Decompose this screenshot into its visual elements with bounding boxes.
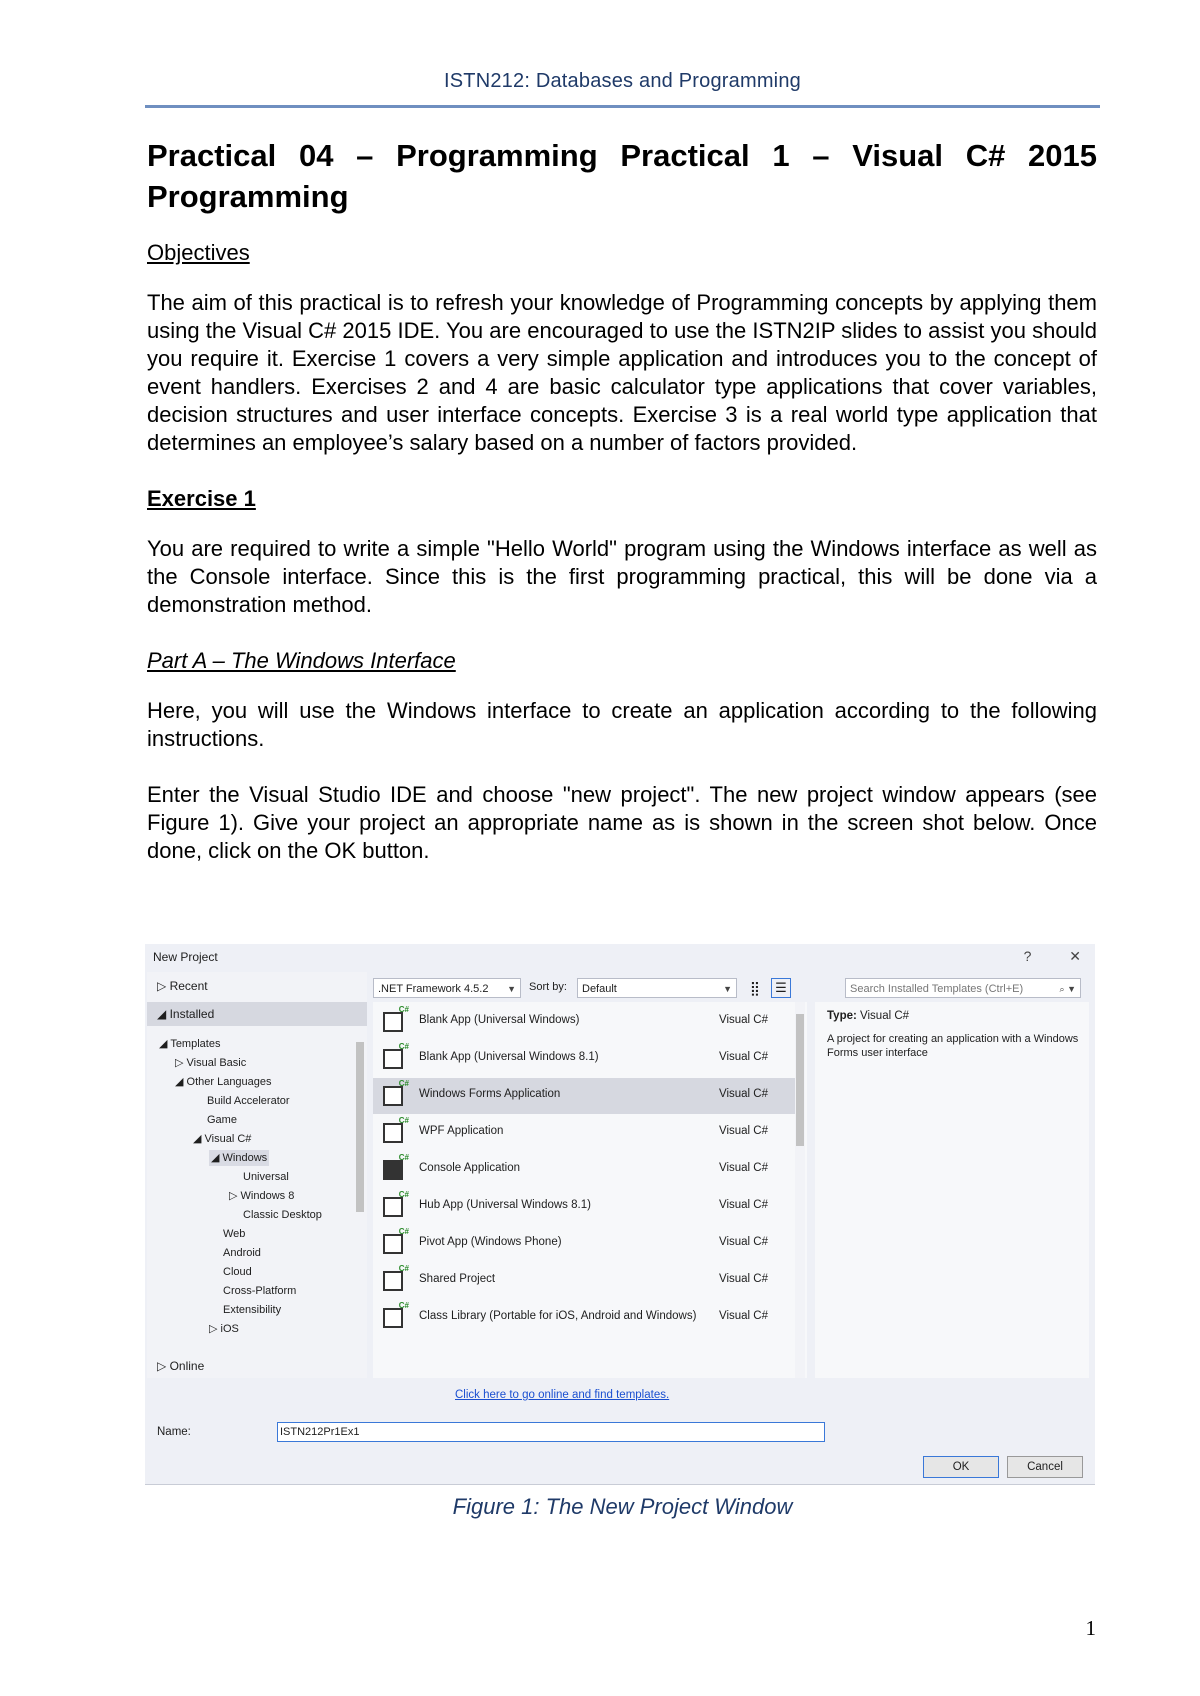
template-language: Visual C# (719, 1310, 769, 1322)
template-tree-panel (147, 972, 367, 1378)
tree-item[interactable]: ▷ Visual Basic (175, 1057, 247, 1069)
template-icon: C# (383, 1197, 403, 1217)
template-row[interactable] (373, 1152, 795, 1188)
tree-recent[interactable]: ▷ Recent (157, 979, 208, 993)
part-a-paragraph-1: Here, you will use the Windows interface to create an application according to the following instructions. (147, 698, 1097, 751)
objectives-paragraph: The aim of this practical is to refresh your knowledge of Programming concepts by applying them using the Visual C# 2015 IDE. You are encouraged to use the ISTN2IP slides to assist you should you require it. Exercise 1 covers a very simple application and introduces you to the concept of event handlers. Exercises 2 and 4 are basic calculator type applications that cover variables, decision structures and user interface concepts. Exercise 3 is a real world type application that determines an employee’s salary based on a number of factors provided. (147, 290, 1097, 455)
template-language: Visual C# (719, 1273, 769, 1285)
template-language: Visual C# (719, 1199, 769, 1211)
tree-item[interactable]: Classic Desktop (243, 1209, 322, 1221)
template-icon: C# (383, 1271, 403, 1291)
new-project-window-screenshot (145, 944, 1095, 1485)
template-icon: C# (383, 1012, 403, 1032)
search-placeholder: Search Installed Templates (Ctrl+E) (850, 983, 1024, 995)
tree-item[interactable]: ▷ iOS (209, 1323, 239, 1335)
tree-item[interactable]: Web (223, 1228, 246, 1240)
type-value: Visual C# (860, 1010, 910, 1022)
part-a-heading: Part A – The Windows Interface (147, 648, 456, 673)
search-input[interactable] (845, 978, 1081, 998)
tree-item[interactable]: Extensibility (223, 1304, 282, 1316)
template-row[interactable] (373, 1004, 795, 1040)
help-icon[interactable]: ? (1023, 948, 1032, 964)
template-name: Class Library (Portable for iOS, Android and Windows) (419, 1310, 697, 1322)
online-templates-link[interactable]: Click here to go online and find templates. (455, 1389, 670, 1401)
tree-item[interactable]: ◢ Visual C# (193, 1133, 252, 1145)
cancel-button[interactable]: Cancel (1007, 1456, 1083, 1478)
tree-item[interactable]: Universal (243, 1171, 289, 1183)
tree-item[interactable]: Cross-Platform (223, 1285, 297, 1297)
sort-value: Default (582, 983, 617, 995)
template-language: Visual C# (719, 1236, 769, 1248)
objectives-heading: Objectives (147, 240, 250, 265)
template-language: Visual C# (719, 1014, 769, 1026)
sort-label: Sort by: (529, 981, 567, 993)
template-row[interactable] (373, 1263, 795, 1299)
figure-caption: Figure 1: The New Project Window (452, 1494, 793, 1519)
template-name: Shared Project (419, 1273, 496, 1285)
header-rule (145, 105, 1100, 108)
template-icon: C# (383, 1049, 403, 1069)
chevron-down-icon: ▼ (723, 984, 732, 994)
template-icon: C# (383, 1308, 403, 1328)
ok-button[interactable]: OK (923, 1456, 999, 1478)
tree-item[interactable]: ▷ Windows 8 (229, 1190, 295, 1202)
document-title: Practical 04 – Programming Practical 1 – Visual C# 2015 Programming (147, 138, 1097, 214)
template-row[interactable] (373, 1226, 795, 1262)
template-name: Blank App (Universal Windows 8.1) (419, 1051, 599, 1063)
tree-installed[interactable]: ◢ Installed (147, 1002, 367, 1026)
template-scroll-thumb[interactable] (796, 1014, 804, 1146)
chevron-down-icon: ▼ (507, 984, 516, 994)
type-label: Type: (827, 1010, 857, 1022)
template-name: Console Application (419, 1162, 521, 1174)
part-a-paragraph-2: Enter the Visual Studio IDE and choose "new project". The new project window appears (see Figure 1). Give your project an appropriate name as is shown in the screen shot below. Once done, click on the OK button. (147, 782, 1097, 863)
template-row[interactable] (373, 1189, 795, 1225)
tree-item[interactable]: Cloud (223, 1266, 252, 1278)
tree-item[interactable]: ◢ Templates (159, 1038, 221, 1050)
framework-select[interactable] (373, 978, 521, 998)
template-name: Windows Forms Application (419, 1088, 561, 1100)
template-icon: C# (383, 1123, 403, 1143)
template-icon: C# (383, 1234, 403, 1254)
template-name: Blank App (Universal Windows) (419, 1014, 580, 1026)
window-title: New Project (153, 950, 218, 964)
template-list (373, 1002, 807, 1378)
template-row-selected[interactable] (373, 1078, 795, 1114)
template-language: Visual C# (719, 1051, 769, 1063)
template-icon: C# (383, 1086, 403, 1106)
tree-item-windows-selected[interactable]: ◢ Windows (211, 1152, 268, 1164)
template-language: Visual C# (719, 1088, 769, 1100)
tree-item[interactable]: Build Accelerator (207, 1095, 290, 1107)
tree-online[interactable]: ▷ Online (157, 1359, 205, 1373)
template-row[interactable] (373, 1041, 795, 1077)
template-name: WPF Application (419, 1125, 504, 1137)
template-row[interactable] (373, 1115, 795, 1151)
name-label: Name: (157, 1426, 191, 1438)
template-details-panel (815, 1002, 1089, 1378)
framework-value: .NET Framework 4.5.2 (378, 983, 489, 995)
project-name-input[interactable]: ISTN212Pr1Ex1 (277, 1422, 825, 1442)
template-description: A project for creating an application with a Windows Forms user interface (827, 1033, 1079, 1059)
template-name: Hub App (Universal Windows 8.1) (419, 1199, 591, 1211)
document-body (147, 135, 1097, 893)
sort-select[interactable] (577, 978, 737, 998)
small-icons-view-icon[interactable]: ⣿ (749, 980, 761, 996)
search-icon: ⌕ ▼ (1059, 984, 1076, 994)
template-name: Pivot App (Windows Phone) (419, 1236, 562, 1248)
close-icon[interactable]: ✕ (1069, 948, 1081, 964)
tree-item[interactable]: Android (223, 1247, 261, 1259)
tree-item[interactable]: ◢ Other Languages (175, 1076, 272, 1088)
tree-item[interactable]: Game (207, 1114, 237, 1126)
page-number: 1 (1085, 1616, 1096, 1640)
list-view-icon[interactable]: ☰ (771, 978, 791, 998)
running-header: ISTN212: Databases and Programming (444, 70, 801, 92)
tree-scroll-thumb[interactable] (356, 1042, 364, 1212)
template-icon: C# (383, 1160, 403, 1180)
exercise1-heading: Exercise 1 (147, 486, 256, 511)
exercise1-paragraph: You are required to write a simple "Hello World" program using the Windows interface as well as the Console interface. Since this is the first programming practical, this will be done via a demonstration method. (147, 536, 1097, 617)
template-language: Visual C# (719, 1125, 769, 1137)
template-language: Visual C# (719, 1162, 769, 1174)
template-row[interactable] (373, 1300, 795, 1336)
